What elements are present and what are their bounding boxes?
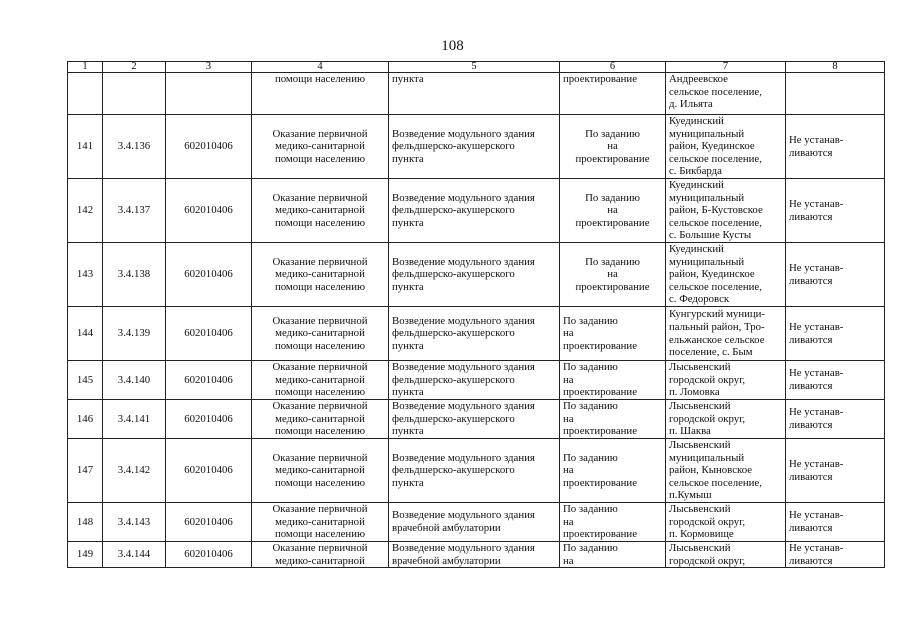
service-cell: [252, 400, 389, 439]
cell-text: 602010406: [184, 140, 233, 153]
budget-code-cell: [166, 361, 252, 400]
location-cell: [666, 73, 786, 115]
cell-text: Не устанав- ливаются: [789, 197, 844, 223]
cell-text: 142: [76, 204, 94, 217]
service-cell: [252, 243, 389, 307]
item-code-cell: [103, 307, 166, 361]
cell-text: По заданию на проектирование: [563, 503, 637, 541]
cell-text: 602010406: [184, 548, 233, 561]
item-code-cell: [103, 400, 166, 439]
cell-text: Не устанав- ливаются: [789, 133, 844, 159]
cell-text: Возведение модульного здания фельдшерско-акушерского пункта: [392, 255, 535, 293]
cell-text: проектирование: [563, 73, 637, 85]
cell-text: 3.4.144: [117, 548, 151, 561]
cell-text: 3.4.139: [117, 327, 151, 340]
cell-text: 3.4.136: [117, 140, 151, 153]
work-cell: [389, 115, 560, 179]
column-header: 1: [68, 62, 103, 73]
cell-text: Куединский муниципальный район, Куединское сельское поселение, с. Бикбарда: [669, 115, 762, 178]
cell-text: Оказание первичной медико-санитарной помощи населению: [272, 503, 368, 541]
cell-text: Куединский муниципальный район, Б-Кустовское сельское поселение, с. Большие Кусты: [669, 179, 763, 242]
cell-text: 602010406: [184, 464, 233, 477]
cell-text: Оказание первичной медико-санитарной помощи населению: [272, 191, 368, 229]
item-code-cell: [103, 115, 166, 179]
cell-text: Не устанав- ливаются: [789, 406, 844, 431]
work-cell: [389, 307, 560, 361]
cell-text: 602010406: [184, 412, 233, 425]
cell-text: Андреевское сельское поселение, д. Ильята: [669, 73, 762, 111]
budget-code-cell: [166, 503, 252, 542]
column-header: 5: [389, 62, 560, 73]
notes-cell: [786, 73, 885, 115]
cell-text: 602010406: [184, 373, 233, 386]
table-header-row: [68, 62, 885, 73]
table-row: [68, 400, 885, 439]
table-row: [68, 503, 885, 542]
work-cell: [389, 73, 560, 115]
design-cell: [560, 115, 666, 179]
cell-text: Лысьвенский городской округ, п. Кормовище: [669, 503, 746, 541]
design-cell: [560, 439, 666, 503]
cell-text: 3.4.141: [117, 412, 151, 425]
design-cell: [560, 542, 666, 568]
service-cell: [252, 179, 389, 243]
cell-text: Оказание первичной медико-санитарной помощи населению: [272, 255, 368, 293]
cell-text: Не устанав- ливаются: [789, 457, 844, 483]
item-code-cell: [103, 542, 166, 568]
budget-code-cell: [166, 307, 252, 361]
cell-text: Возведение модульного здания фельдшерско-акушерского пункта: [392, 191, 535, 229]
row-number-cell: [68, 243, 103, 307]
cell-text: Возведение модульного здания врачебной амбулатории: [392, 542, 535, 567]
notes-cell: [786, 542, 885, 568]
column-header: 8: [786, 62, 885, 73]
column-header: 2: [103, 62, 166, 73]
table-row: [68, 542, 885, 568]
row-number-cell: [68, 115, 103, 179]
location-cell: [666, 179, 786, 243]
cell-text: 141: [76, 140, 94, 153]
budget-code-cell: [166, 243, 252, 307]
notes-cell: [786, 439, 885, 503]
cell-text: Не устанав- ливаются: [789, 367, 844, 392]
page-number: 108: [441, 38, 464, 54]
cell-text: Оказание первичной медико-санитарной помощи населению: [272, 400, 368, 438]
cell-text: По заданию на проектирование: [563, 361, 637, 399]
cell-text: 602010406: [184, 327, 233, 340]
column-header: 6: [560, 62, 666, 73]
table-row: [68, 73, 885, 115]
row-number-cell: [68, 179, 103, 243]
cell-text: 146: [76, 412, 94, 425]
row-number-cell: [68, 400, 103, 439]
cell-text: Куединский муниципальный район, Куединское сельское поселение, с. Федоровск: [669, 243, 762, 306]
cell-text: Возведение модульного здания фельдшерско-акушерского пункта: [392, 400, 535, 438]
cell-text: 147: [76, 464, 94, 477]
cell-text: 3.4.140: [117, 373, 151, 386]
cell-text: помощи населению: [274, 73, 366, 85]
cell-text: По заданию на проектирование: [563, 314, 637, 352]
table-row: [68, 307, 885, 361]
cell-text: Не устанав- ливаются: [789, 261, 844, 287]
cell-text: 602010406: [184, 268, 233, 281]
table-body: [68, 73, 885, 568]
design-cell: [560, 307, 666, 361]
cell-text: Лысьвенский городской округ, п. Шаква: [669, 400, 746, 438]
column-header: 7: [666, 62, 786, 73]
cell-text: По заданию на проектирование: [575, 191, 650, 229]
cell-text: 143: [76, 268, 94, 281]
design-cell: [560, 73, 666, 115]
table-row: [68, 439, 885, 503]
cell-text: 602010406: [184, 204, 233, 217]
notes-cell: [786, 179, 885, 243]
cell-text: Возведение модульного здания фельдшерско-акушерского пункта: [392, 314, 535, 352]
location-cell: [666, 115, 786, 179]
budget-code-cell: [166, 115, 252, 179]
cell-text: Лысьвенский городской округ, п. Ломовка: [669, 361, 746, 399]
service-cell: [252, 503, 389, 542]
location-cell: [666, 361, 786, 400]
cell-text: Оказание первичной медико-санитарной помощи населению: [272, 127, 368, 165]
notes-cell: [786, 243, 885, 307]
cell-text: 3.4.138: [117, 268, 151, 281]
table-row: [68, 179, 885, 243]
notes-cell: [786, 361, 885, 400]
budget-code-cell: [166, 542, 252, 568]
table-row: [68, 115, 885, 179]
item-code-cell: [103, 243, 166, 307]
cell-text: Возведение модульного здания фельдшерско-акушерского пункта: [392, 127, 535, 165]
notes-cell: [786, 400, 885, 439]
table-row: [68, 243, 885, 307]
cell-text: По заданию на проектирование: [575, 255, 650, 293]
cell-text: Не устанав- ливаются: [789, 542, 844, 567]
cell-text: 3.4.143: [117, 515, 151, 528]
row-number-cell: [68, 439, 103, 503]
location-cell: [666, 503, 786, 542]
cell-text: Возведение модульного здания врачебной амбулатории: [392, 509, 535, 534]
cell-text: По заданию на проектирование: [575, 127, 650, 165]
cell-text: 3.4.142: [117, 464, 151, 477]
budget-code-cell: [166, 439, 252, 503]
cell-text: Не устанав- ливаются: [789, 509, 844, 534]
cell-text: Лысьвенский городской округ,: [669, 542, 746, 567]
cell-text: 145: [76, 373, 94, 386]
design-cell: [560, 179, 666, 243]
cell-text: Оказание первичной медико-санитарной помощи населению: [272, 314, 368, 352]
notes-cell: [786, 503, 885, 542]
work-cell: [389, 503, 560, 542]
work-cell: [389, 439, 560, 503]
work-cell: [389, 243, 560, 307]
cell-text: 148: [76, 515, 94, 528]
service-cell: [252, 115, 389, 179]
design-cell: [560, 503, 666, 542]
service-cell: [252, 361, 389, 400]
location-cell: [666, 542, 786, 568]
budget-code-cell: [166, 179, 252, 243]
notes-cell: [786, 115, 885, 179]
column-header: 3: [166, 62, 252, 73]
row-number-cell: [68, 361, 103, 400]
cell-text: Оказание первичной медико-санитарной: [272, 542, 368, 567]
service-cell: [252, 542, 389, 568]
cell-text: Возведение модульного здания фельдшерско-акушерского пункта: [392, 361, 535, 399]
location-cell: [666, 243, 786, 307]
column-header: 4: [252, 62, 389, 73]
location-cell: [666, 439, 786, 503]
location-cell: [666, 307, 786, 361]
item-code-cell: [103, 179, 166, 243]
service-cell: [252, 439, 389, 503]
cell-text: По заданию на проектирование: [563, 451, 637, 489]
cell-text: 144: [76, 327, 94, 340]
cell-text: Возведение модульного здания фельдшерско-акушерского пункта: [392, 451, 535, 489]
budget-code-cell: [166, 400, 252, 439]
item-code-cell: [103, 361, 166, 400]
cell-text: Оказание первичной медико-санитарной помощи населению: [272, 361, 368, 399]
work-cell: [389, 542, 560, 568]
item-code-cell: [103, 439, 166, 503]
cell-text: По заданию на: [563, 542, 618, 567]
cell-text: По заданию на проектирование: [563, 400, 637, 438]
service-cell: [252, 73, 389, 115]
cell-text: Кунгурский муници- пальный район, Тро- ельжанское сельское поселение, с. Бым: [669, 308, 766, 359]
document-table: [67, 61, 885, 568]
item-code-cell: [103, 73, 166, 115]
design-cell: [560, 243, 666, 307]
budget-code-cell: [166, 73, 252, 115]
design-cell: [560, 361, 666, 400]
cell-text: пункта: [392, 73, 424, 85]
cell-text: 3.4.137: [117, 204, 151, 217]
cell-text: 149: [76, 548, 94, 561]
work-cell: [389, 400, 560, 439]
table-row: [68, 361, 885, 400]
row-number-cell: [68, 73, 103, 115]
row-number-cell: [68, 542, 103, 568]
row-number-cell: [68, 503, 103, 542]
cell-text: 602010406: [184, 515, 233, 528]
cell-text: Оказание первичной медико-санитарной помощи населению: [272, 451, 368, 489]
service-cell: [252, 307, 389, 361]
notes-cell: [786, 307, 885, 361]
design-cell: [560, 400, 666, 439]
row-number-cell: [68, 307, 103, 361]
work-cell: [389, 361, 560, 400]
location-cell: [666, 400, 786, 439]
item-code-cell: [103, 503, 166, 542]
cell-text: Лысьвенский муниципальный район, Кыновское сельское поселение, п.Кумыш: [669, 439, 762, 502]
cell-text: Не устанав- ливаются: [789, 320, 844, 346]
work-cell: [389, 179, 560, 243]
